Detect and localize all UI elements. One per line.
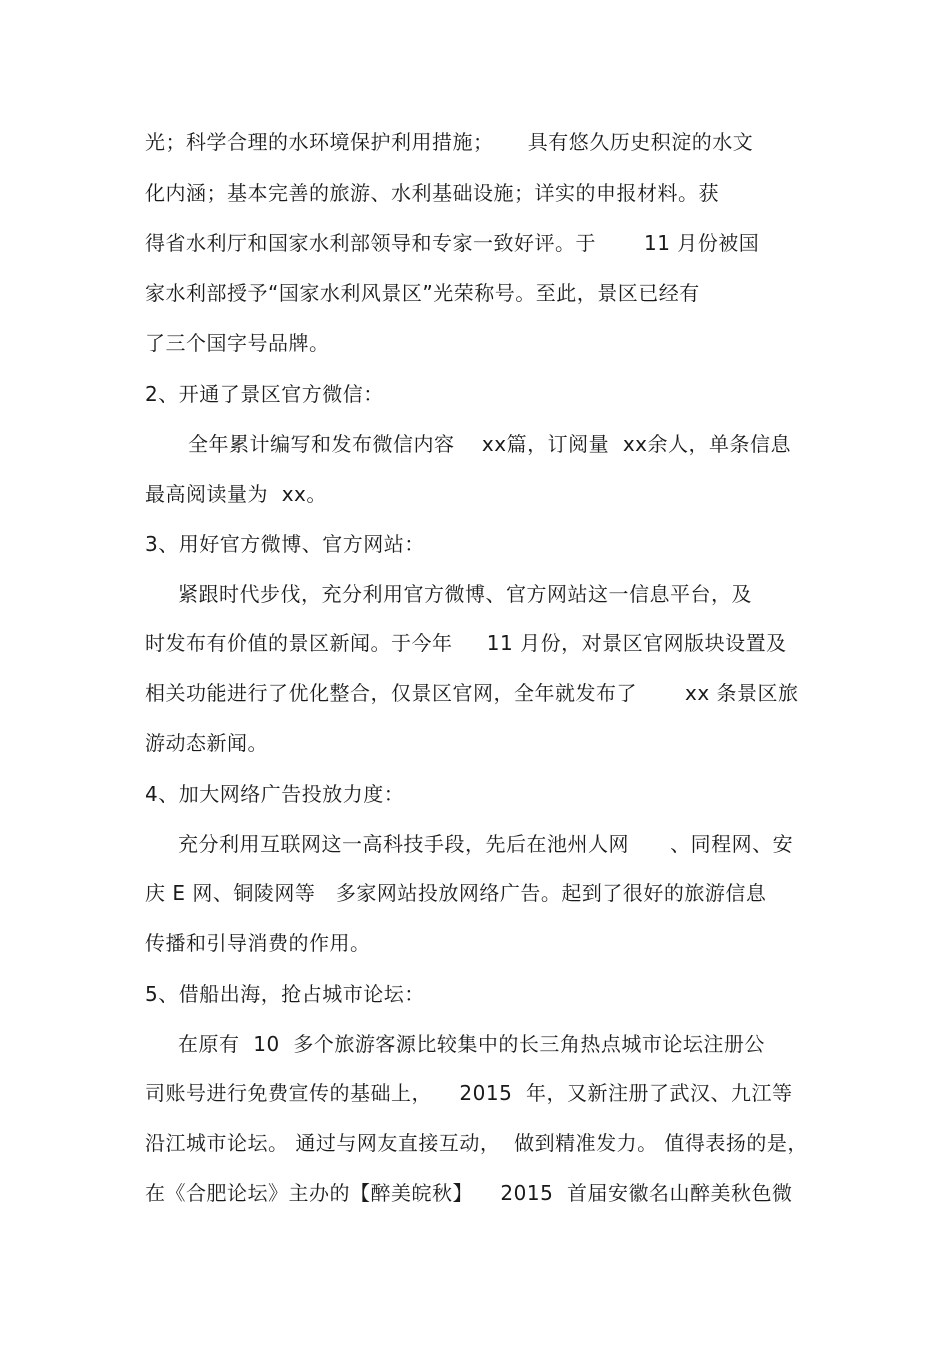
text-line: 得省水利厅和国家水利部领导和专家一致好评。于 11 月份被国 <box>145 231 760 255</box>
section-heading: 4、加大网络广告投放力度： <box>145 782 405 806</box>
text-line: 了三个国字号品牌。 <box>145 331 330 355</box>
section-heading: 3、用好官方微博、官方网站： <box>145 532 425 556</box>
text-line: 全年累计编写和发布微信内容 xx篇，订阅量 xx余人，单条信息 <box>188 432 791 456</box>
text-line: 庆 E 网、铜陵网等 多家网站投放网络广告。起到了很好的旅游信息 <box>145 881 767 905</box>
section-heading: 5、借船出海，抢占城市论坛： <box>145 982 425 1006</box>
text-line: 化内涵；基本完善的旅游、水利基础设施；详实的申报材料。获 <box>145 181 719 205</box>
text-line: 游动态新闻。 <box>145 731 268 755</box>
text-line: 光；科学合理的水环境保护利用措施； 具有悠久历史积淀的水文 <box>145 130 754 154</box>
text-line: 在原有 10 多个旅游客源比较集中的长三角热点城市论坛注册公 <box>178 1032 765 1056</box>
section-heading: 2、开通了景区官方微信： <box>145 382 384 406</box>
text-line: 家水利部授予“国家水利风景区”光荣称号。至此，景区已经有 <box>145 281 700 305</box>
text-line: 紧跟时代步伐，充分利用官方微博、官方网站这一信息平台，及 <box>178 582 752 606</box>
text-line: 相关功能进行了优化整合，仅景区官网，全年就发布了 xx 条景区旅 <box>145 681 799 705</box>
text-line: 沿江城市论坛。 通过与网友直接互动， 做到精准发力。 值得表扬的是， <box>145 1131 808 1155</box>
text-line: 充分利用互联网这一高科技手段，先后在池州人网 、同程网、安 <box>178 832 794 856</box>
text-line: 最高阅读量为 xx。 <box>145 482 327 506</box>
text-line: 司账号进行免费宣传的基础上， 2015 年，又新注册了武汉、九江等 <box>145 1081 793 1105</box>
text-line: 传播和引导消费的作用。 <box>145 931 371 955</box>
text-line: 在《合肥论坛》主办的【醉美皖秋】 2015 首届安徽名山醉美秋色微 <box>145 1181 793 1205</box>
text-line: 时发布有价值的景区新闻。于今年 11 月份，对景区官网版块设置及 <box>145 631 787 655</box>
